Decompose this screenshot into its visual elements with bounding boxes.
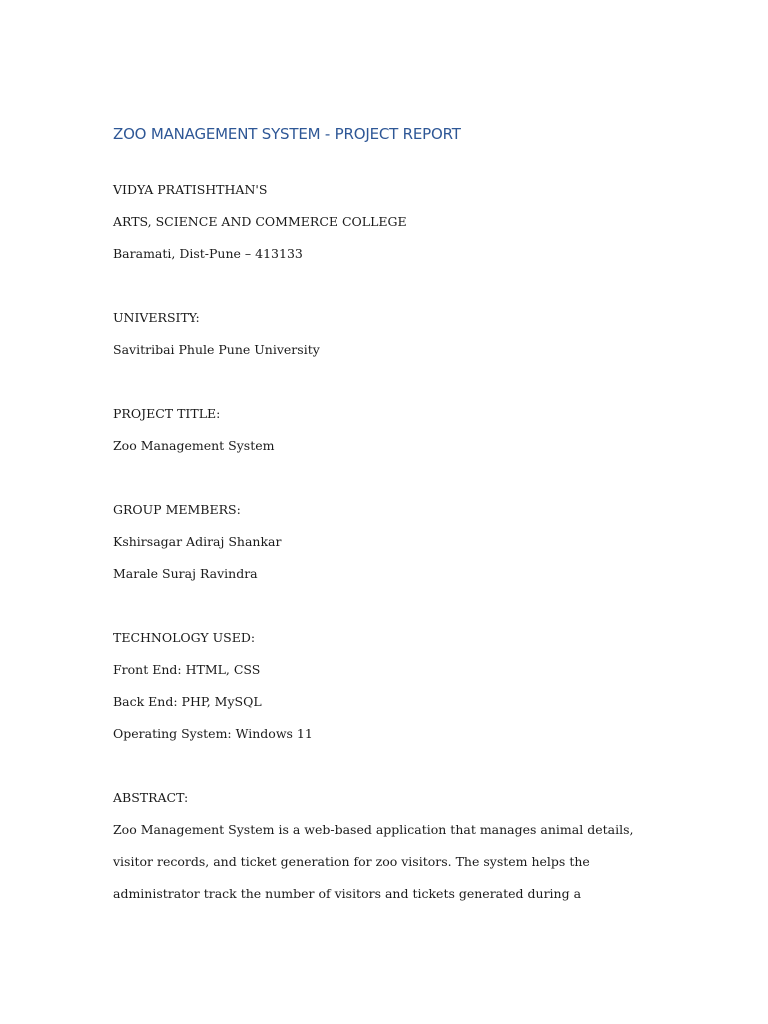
group-member: Kshirsagar Adiraj Shankar xyxy=(113,534,282,549)
abstract-heading: ABSTRACT: xyxy=(113,790,189,805)
abstract-text-line: visitor records, and ticket generation for zoo visitors. The system helps the xyxy=(113,854,590,869)
group-member: Marale Suraj Ravindra xyxy=(113,566,258,581)
college-address: Baramati, Dist-Pune – 413133 xyxy=(113,246,303,261)
back-end-line: Back End: PHP, MySQL xyxy=(113,694,262,709)
technology-heading: TECHNOLOGY USED: xyxy=(113,630,256,645)
group-members-heading: GROUP MEMBERS: xyxy=(113,502,241,517)
university-heading: UNIVERSITY: xyxy=(113,310,200,325)
university-value: Savitribai Phule Pune University xyxy=(113,342,320,357)
institution-name: VIDYA PRATISHTHAN'S xyxy=(113,182,268,197)
college-name: ARTS, SCIENCE AND COMMERCE COLLEGE xyxy=(113,214,407,229)
project-title-heading: PROJECT TITLE: xyxy=(113,406,221,421)
abstract-text-line: administrator track the number of visitors and tickets generated during a xyxy=(113,886,582,901)
project-title-value: Zoo Management System xyxy=(113,438,275,453)
document-title: ZOO MANAGEMENT SYSTEM - PROJECT REPORT xyxy=(113,125,461,143)
front-end-line: Front End: HTML, CSS xyxy=(113,662,261,677)
abstract-text-line: Zoo Management System is a web-based application that manages animal details, xyxy=(113,822,634,837)
operating-system-line: Operating System: Windows 11 xyxy=(113,726,313,741)
